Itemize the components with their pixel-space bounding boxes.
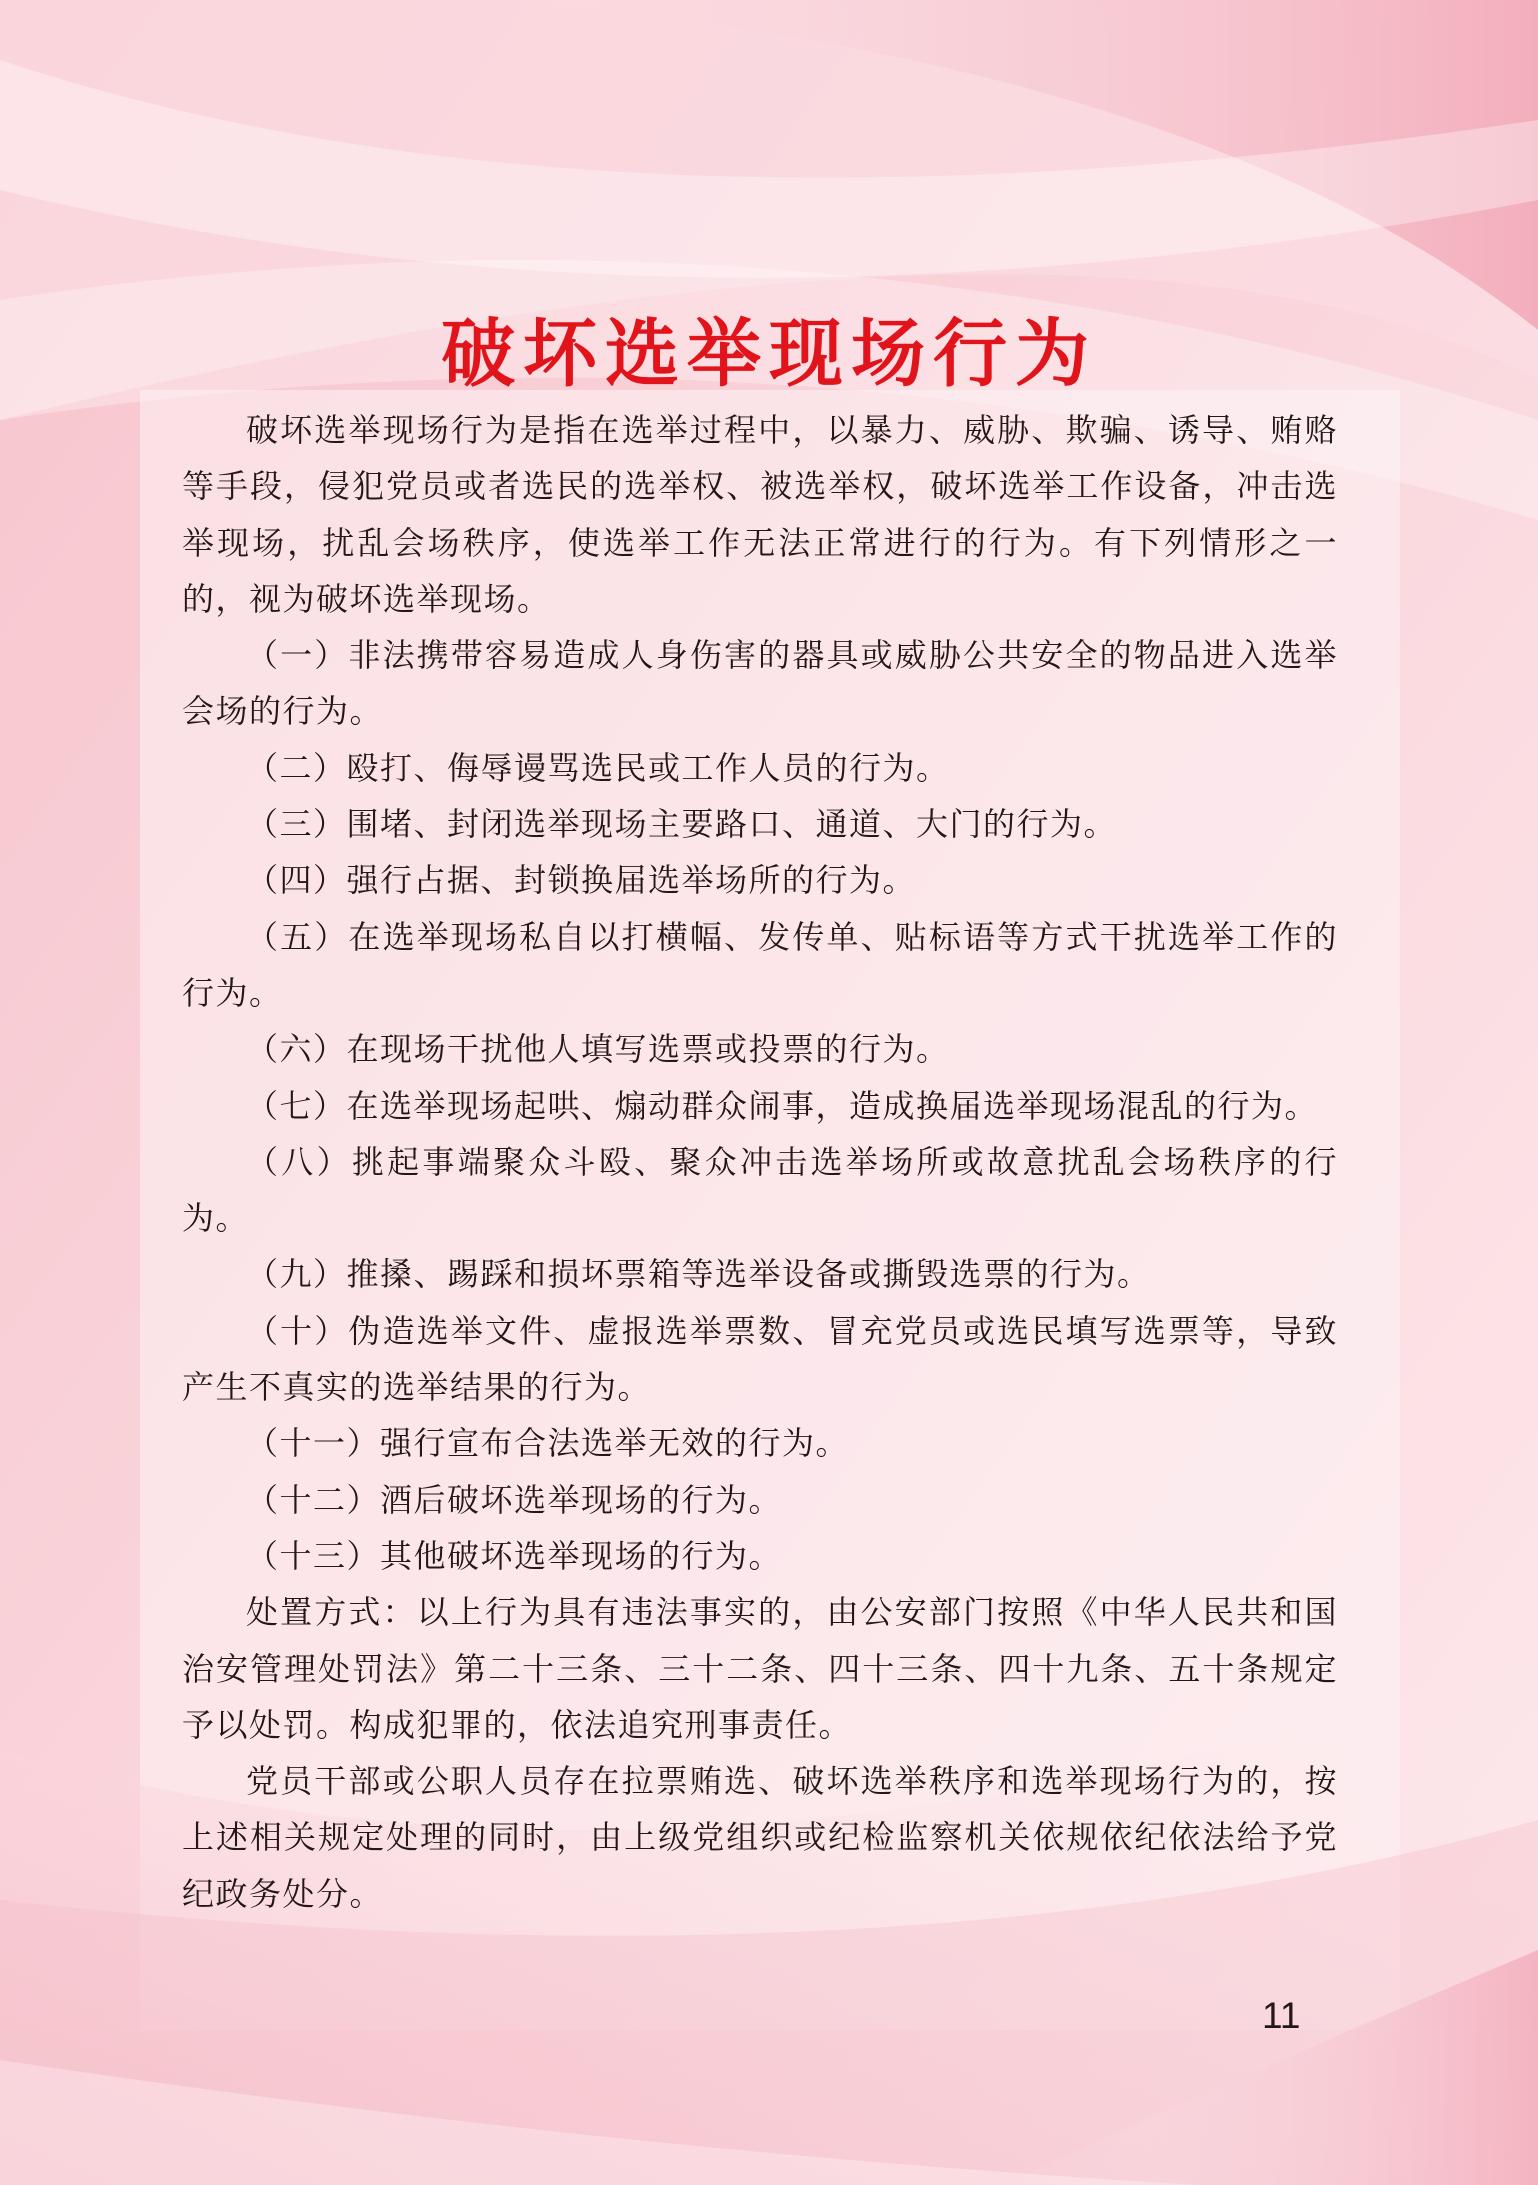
list-item: （十二）酒后破坏选举现场的行为。 [246, 1480, 783, 1519]
paragraph-disposal: 处置方式：以上行为具有违法事实的，由公安部门按照《中华人民共和国治安管理处罚法》第二十三条、三十二条、四十三条、四十九条、五十条规定予以处罚。构成犯罪的，依法追究刑事责任。 [182, 1593, 1338, 1744]
page-number: 11 [1262, 1995, 1301, 2036]
list-item: （四）强行占据、封锁换届选举场所的行为。 [246, 861, 917, 900]
list-item: （十一）强行宣布合法选举无效的行为。 [246, 1424, 850, 1463]
paragraph-party-discipline: 党员干部或公职人员存在拉票贿选、破坏选举秩序和选举现场行为的，按上述相关规定处理的同时，由上级党组织或纪检监察机关依规依纪依法给予党纪政务处分。 [182, 1762, 1338, 1913]
list-item: （十）伪造选举文件、虚报选举票数、冒充党员或选民填写选票等，导致产生不真实的选举结果的行为。 [182, 1311, 1338, 1407]
body-text [182, 402, 1338, 1922]
list-item: （七）在选举现场起哄、煽动群众闹事，造成换届选举现场混乱的行为。 [246, 1086, 1319, 1125]
page-title: 破坏选举现场行为 [441, 311, 1097, 397]
list-item: （二）殴打、侮辱谩骂选民或工作人员的行为。 [246, 748, 950, 787]
list-item: （五）在选举现场私自以打横幅、发传单、贴标语等方式干扰选举工作的行为。 [182, 917, 1338, 1012]
list-item: （六）在现场干扰他人填写选票或投票的行为。 [246, 1030, 950, 1069]
list-item: （一）非法携带容易造成人身伤害的器具或威胁公共安全的物品进入选举会场的行为。 [182, 636, 1338, 731]
list-item: （九）推搡、踢踩和损坏票箱等选举设备或撕毁选票的行为。 [246, 1255, 1151, 1294]
list-item: （十三）其他破坏选举现场的行为。 [246, 1536, 783, 1575]
list-item: （三）围堵、封闭选举现场主要路口、通道、大门的行为。 [246, 805, 1118, 844]
paragraph-intro: 破坏选举现场行为是指在选举过程中，以暴力、威胁、欺骗、诱导、贿赂等手段，侵犯党员或者选民的选举权、被选举权，破坏选举工作设备，冲击选举现场，扰乱会场秩序，使选举工作无法正常进行的行为。有下列情形之一的，视为破坏选举现场。 [182, 411, 1338, 618]
list-item: （八）挑起事端聚众斗殴、聚众冲击选举场所或故意扰乱会场秩序的行为。 [182, 1142, 1338, 1238]
